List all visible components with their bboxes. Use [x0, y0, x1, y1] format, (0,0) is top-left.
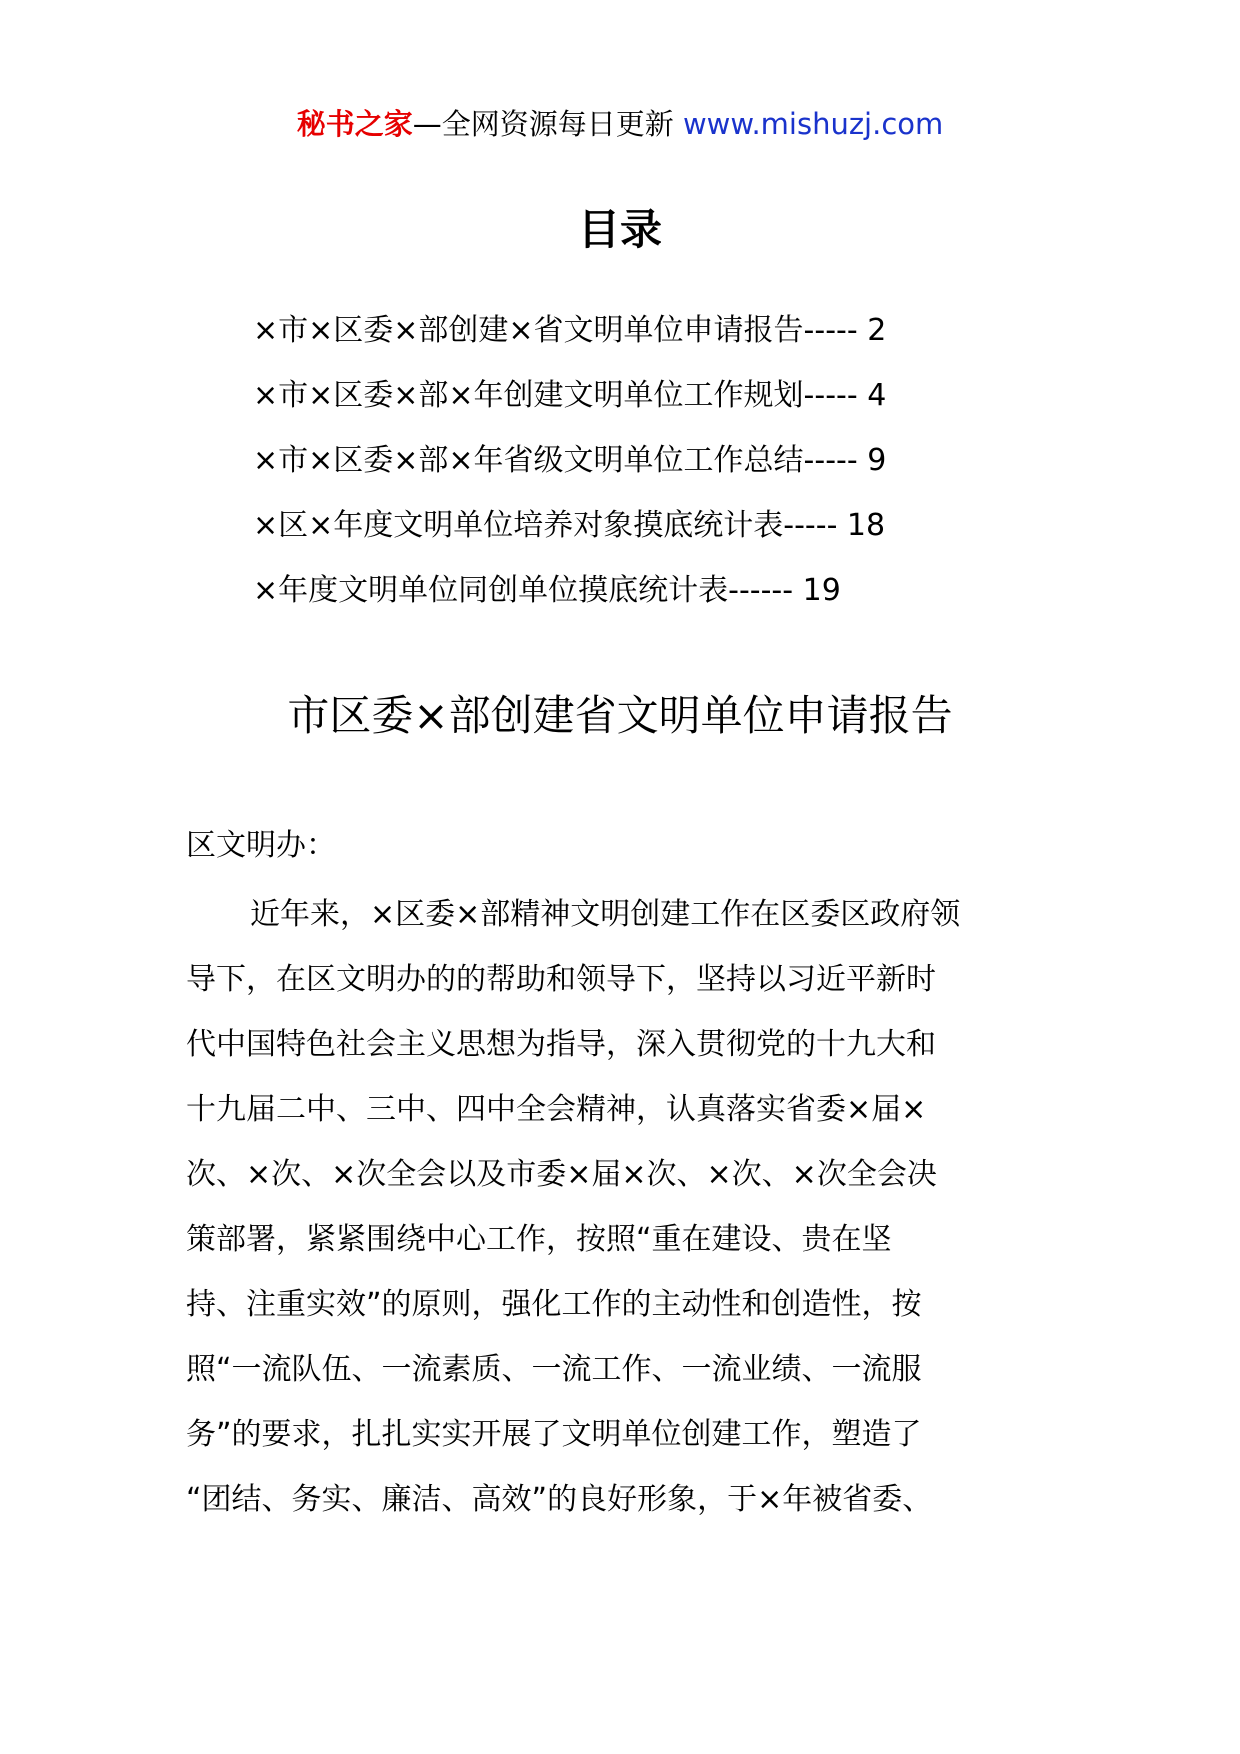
document-title: 市区委×部创建省文明单位申请报告 [287, 691, 953, 740]
body-line: 十九届二中、三中、四中全会精神，认真落实省委×届× [186, 1092, 927, 1127]
body-line: 近年来，×区委×部精神文明创建工作在区委区政府领 [250, 897, 961, 932]
brand-name: 秘书之家 [296, 107, 413, 141]
toc-item[interactable]: ×市×区委×部×年省级文明单位工作总结----- 9 [253, 443, 887, 478]
body-line: 务”的要求，扎扎实实开展了文明单位创建工作，塑造了 [186, 1417, 922, 1452]
toc-item[interactable]: ×市×区委×部创建×省文明单位申请报告----- 2 [253, 313, 887, 348]
site-header [0, 102, 1240, 146]
body-line: 代中国特色社会主义思想为指导，深入贯彻党的十九大和 [186, 1027, 936, 1062]
body-line: 次、×次、×次全会以及市委×届×次、×次、×次全会决 [186, 1157, 937, 1192]
body-line: 持、注重实效”的原则，强化工作的主动性和创造性，按 [186, 1287, 922, 1322]
body-line: 照“一流队伍、一流素质、一流工作、一流业绩、一流服 [186, 1352, 922, 1387]
header-tagline: —全网资源每日更新 [412, 107, 674, 141]
toc-item[interactable]: ×年度文明单位同创单位摸底统计表------ 19 [253, 573, 841, 608]
toc-item[interactable]: ×市×区委×部×年创建文明单位工作规划----- 4 [253, 378, 887, 413]
body-line: 策部署，紧紧围绕中心工作，按照“重在建设、贵在坚 [186, 1222, 892, 1257]
toc-title: 目录 [577, 205, 662, 254]
site-url-link[interactable]: www.mishuzj.com [682, 107, 944, 141]
salutation: 区文明办： [186, 828, 336, 863]
body-line: 导下，在区文明办的的帮助和领导下，坚持以习近平新时 [186, 962, 936, 997]
body-line: “团结、务实、廉洁、高效”的良好形象，于×年被省委、 [186, 1482, 933, 1517]
toc-item[interactable]: ×区×年度文明单位培养对象摸底统计表----- 18 [253, 508, 886, 543]
body-paragraph [186, 882, 1056, 1532]
table-of-contents [253, 298, 1053, 623]
